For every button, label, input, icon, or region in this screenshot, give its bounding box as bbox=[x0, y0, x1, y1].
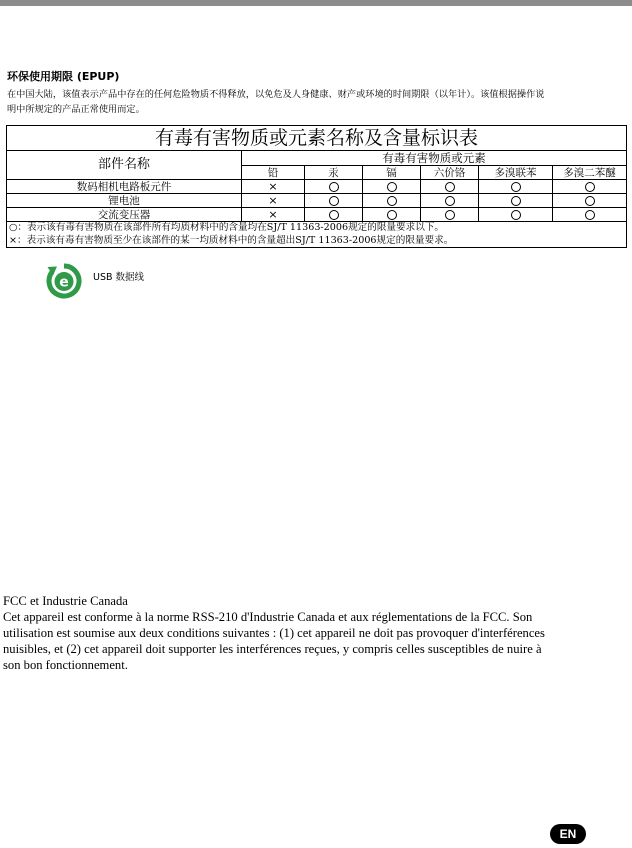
part-name-header: 部件名称 bbox=[7, 151, 242, 180]
e-recycle-icon bbox=[45, 263, 83, 299]
substance-header: 六价铬 bbox=[421, 166, 479, 180]
substance-mark-cell bbox=[305, 194, 363, 208]
substance-mark-cell bbox=[553, 180, 627, 194]
substance-mark-cell bbox=[242, 180, 305, 194]
cross-mark: × bbox=[268, 193, 278, 207]
circle-mark bbox=[511, 182, 521, 192]
note-cross-meaning: ×：表示该有毒有害物质至少在该部件的某一均质材料中的含量超出SJ/T 11363-2006规定的限量要求。 bbox=[9, 234, 454, 246]
substance-mark-cell bbox=[242, 194, 305, 208]
epup-description-line: 明中所规定的产品正常使用而定。 bbox=[7, 104, 145, 115]
top-rule bbox=[0, 0, 632, 6]
circle-mark bbox=[585, 182, 595, 192]
table-notes bbox=[7, 222, 627, 248]
note-circle-meaning: ○：表示该有毒有害物质在该部件所有均质材料中的含量均在SJ/T 11363-2006规定的限量要求以下。 bbox=[9, 222, 445, 233]
substance-mark-cell bbox=[553, 194, 627, 208]
substance-mark-cell bbox=[553, 208, 627, 222]
fcc-industry-canada-section bbox=[3, 593, 631, 673]
substance-mark-cell bbox=[363, 194, 421, 208]
circle-mark bbox=[511, 210, 521, 220]
substance-mark-cell bbox=[305, 180, 363, 194]
part-name-cell: 数码相机电路板元件 bbox=[7, 180, 242, 194]
circle-mark bbox=[387, 182, 397, 192]
table-title: 有毒有害物质或元素名称及含量标识表 bbox=[7, 126, 627, 151]
substance-mark-cell bbox=[479, 194, 553, 208]
table-row bbox=[7, 194, 627, 208]
circle-mark bbox=[329, 196, 339, 206]
substance-mark-cell bbox=[242, 208, 305, 222]
table-row bbox=[7, 180, 627, 194]
substance-mark-cell bbox=[363, 208, 421, 222]
circle-mark bbox=[329, 210, 339, 220]
fcc-paragraph-line: nuisibles, et (2) cet appareil doit supporter les interférences reçues, y compris celles susceptibles de nuire à bbox=[3, 642, 542, 656]
substance-mark-cell bbox=[363, 180, 421, 194]
substance-mark-cell bbox=[305, 208, 363, 222]
fcc-paragraph-line: Cet appareil est conforme à la norme RSS-210 d'Industrie Canada et aux réglementations de la FCC. Son bbox=[3, 610, 533, 624]
language-badge: EN bbox=[550, 824, 586, 844]
substance-header: 多溴联苯 bbox=[479, 166, 553, 180]
circle-mark bbox=[445, 182, 455, 192]
epup-heading: 环保使用期限 (EPUP) bbox=[7, 70, 120, 83]
substance-header: 镉 bbox=[363, 166, 421, 180]
circle-mark bbox=[445, 210, 455, 220]
circle-mark bbox=[329, 182, 339, 192]
part-name-cell: 交流变压器 bbox=[7, 208, 242, 222]
fcc-paragraph-line: utilisation est soumise aux deux conditions suivantes : (1) cet appareil ne doit pas provoquer d'interférences bbox=[3, 626, 545, 640]
circle-mark bbox=[585, 210, 595, 220]
substance-mark-cell bbox=[479, 180, 553, 194]
circle-mark bbox=[511, 196, 521, 206]
substance-mark-cell bbox=[421, 194, 479, 208]
substance-mark-cell bbox=[421, 180, 479, 194]
fcc-heading: FCC et Industrie Canada bbox=[3, 594, 128, 608]
epup-description bbox=[7, 87, 625, 117]
substance-header: 多溴二苯醚 bbox=[553, 166, 627, 180]
part-name-cell: 锂电池 bbox=[7, 194, 242, 208]
epup-description-line: 在中国大陆，该值表示产品中存在的任何危险物质不得释放，以免危及人身健康、财产或环境的时间期限（以年计）。该值根据操作说 bbox=[7, 89, 545, 100]
cross-mark: × bbox=[268, 179, 278, 193]
substance-mark-cell bbox=[479, 208, 553, 222]
fcc-paragraph-line: son bon fonctionnement. bbox=[3, 658, 128, 672]
svg-text:e: e bbox=[59, 274, 69, 291]
hazardous-substance-table bbox=[6, 125, 627, 248]
usb-cable-label: USB 数据线 bbox=[93, 272, 145, 283]
substance-group-header: 有毒有害物质或元素 bbox=[242, 151, 627, 166]
circle-mark bbox=[387, 196, 397, 206]
circle-mark bbox=[585, 196, 595, 206]
substance-header: 汞 bbox=[305, 166, 363, 180]
table-row bbox=[7, 208, 627, 222]
substance-header: 铅 bbox=[242, 166, 305, 180]
cross-mark: × bbox=[268, 207, 278, 221]
circle-mark bbox=[387, 210, 397, 220]
circle-mark bbox=[445, 196, 455, 206]
substance-mark-cell bbox=[421, 208, 479, 222]
